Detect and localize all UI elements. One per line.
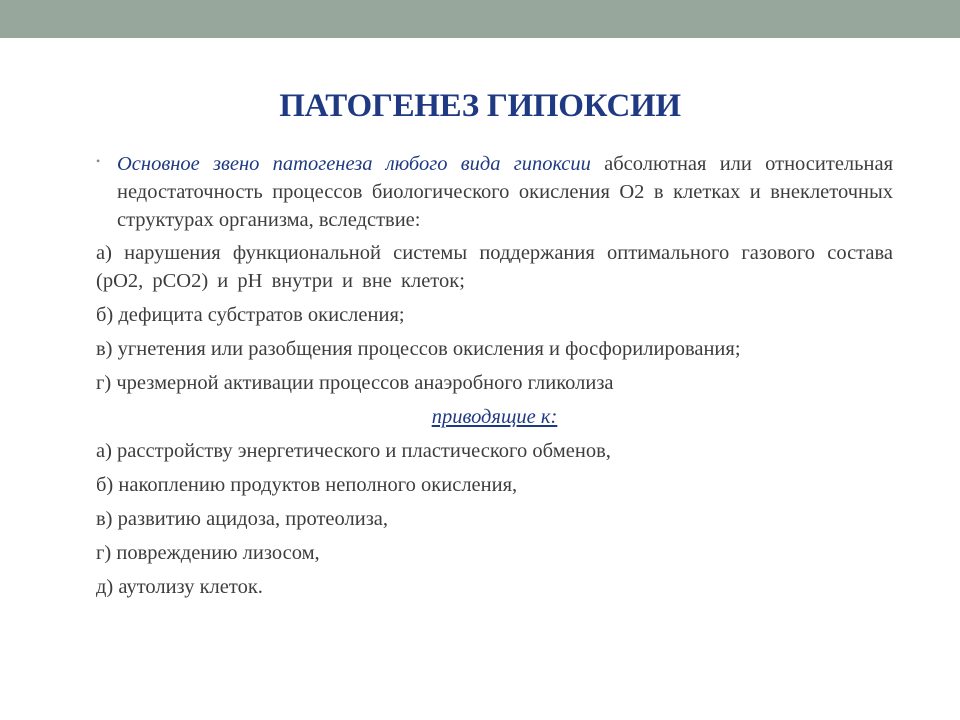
intro-paragraph — [96, 150, 893, 234]
leading-to-text: приводящие к: — [431, 406, 558, 428]
leading-to-line — [96, 403, 893, 431]
slide-body — [96, 150, 893, 607]
consequence-item: д) аутолизу клеток. — [96, 576, 263, 598]
cause-item: а) нарушения функциональной системы поддержания оптимального газового состава (рО2, рСО2) и рН внутри и вне клеток; — [96, 242, 893, 292]
cause-item: б) дефицита субстратов окисления; — [96, 304, 405, 326]
consequence-item: в) развитию ацидоза, протеолиза, — [96, 508, 389, 530]
intro-emphasis: Основное звено патогенеза любого вида гипоксии — [117, 153, 591, 175]
cause-item: г) чрезмерной активации процессов анаэробного гликолиза — [96, 372, 614, 394]
consequence-item: а) расстройству энергетического и пластического обменов, — [96, 440, 611, 462]
slide-title: ПАТОГЕНЕЗ ГИПОКСИИ — [279, 88, 681, 124]
intro-text: абсолютная или относительная недостаточность процессов биологического окисления О2 в клетках и внеклеточных структурах организма, вследствие: — [117, 153, 893, 231]
bullet-icon: • — [96, 154, 101, 168]
consequence-item: б) накоплению продуктов неполного окисления, — [96, 474, 518, 496]
header-band — [0, 0, 960, 38]
cause-item: в) угнетения или разобщения процессов окисления и фосфорилирования; — [96, 338, 741, 360]
consequence-item: г) повреждению лизосом, — [96, 542, 320, 564]
